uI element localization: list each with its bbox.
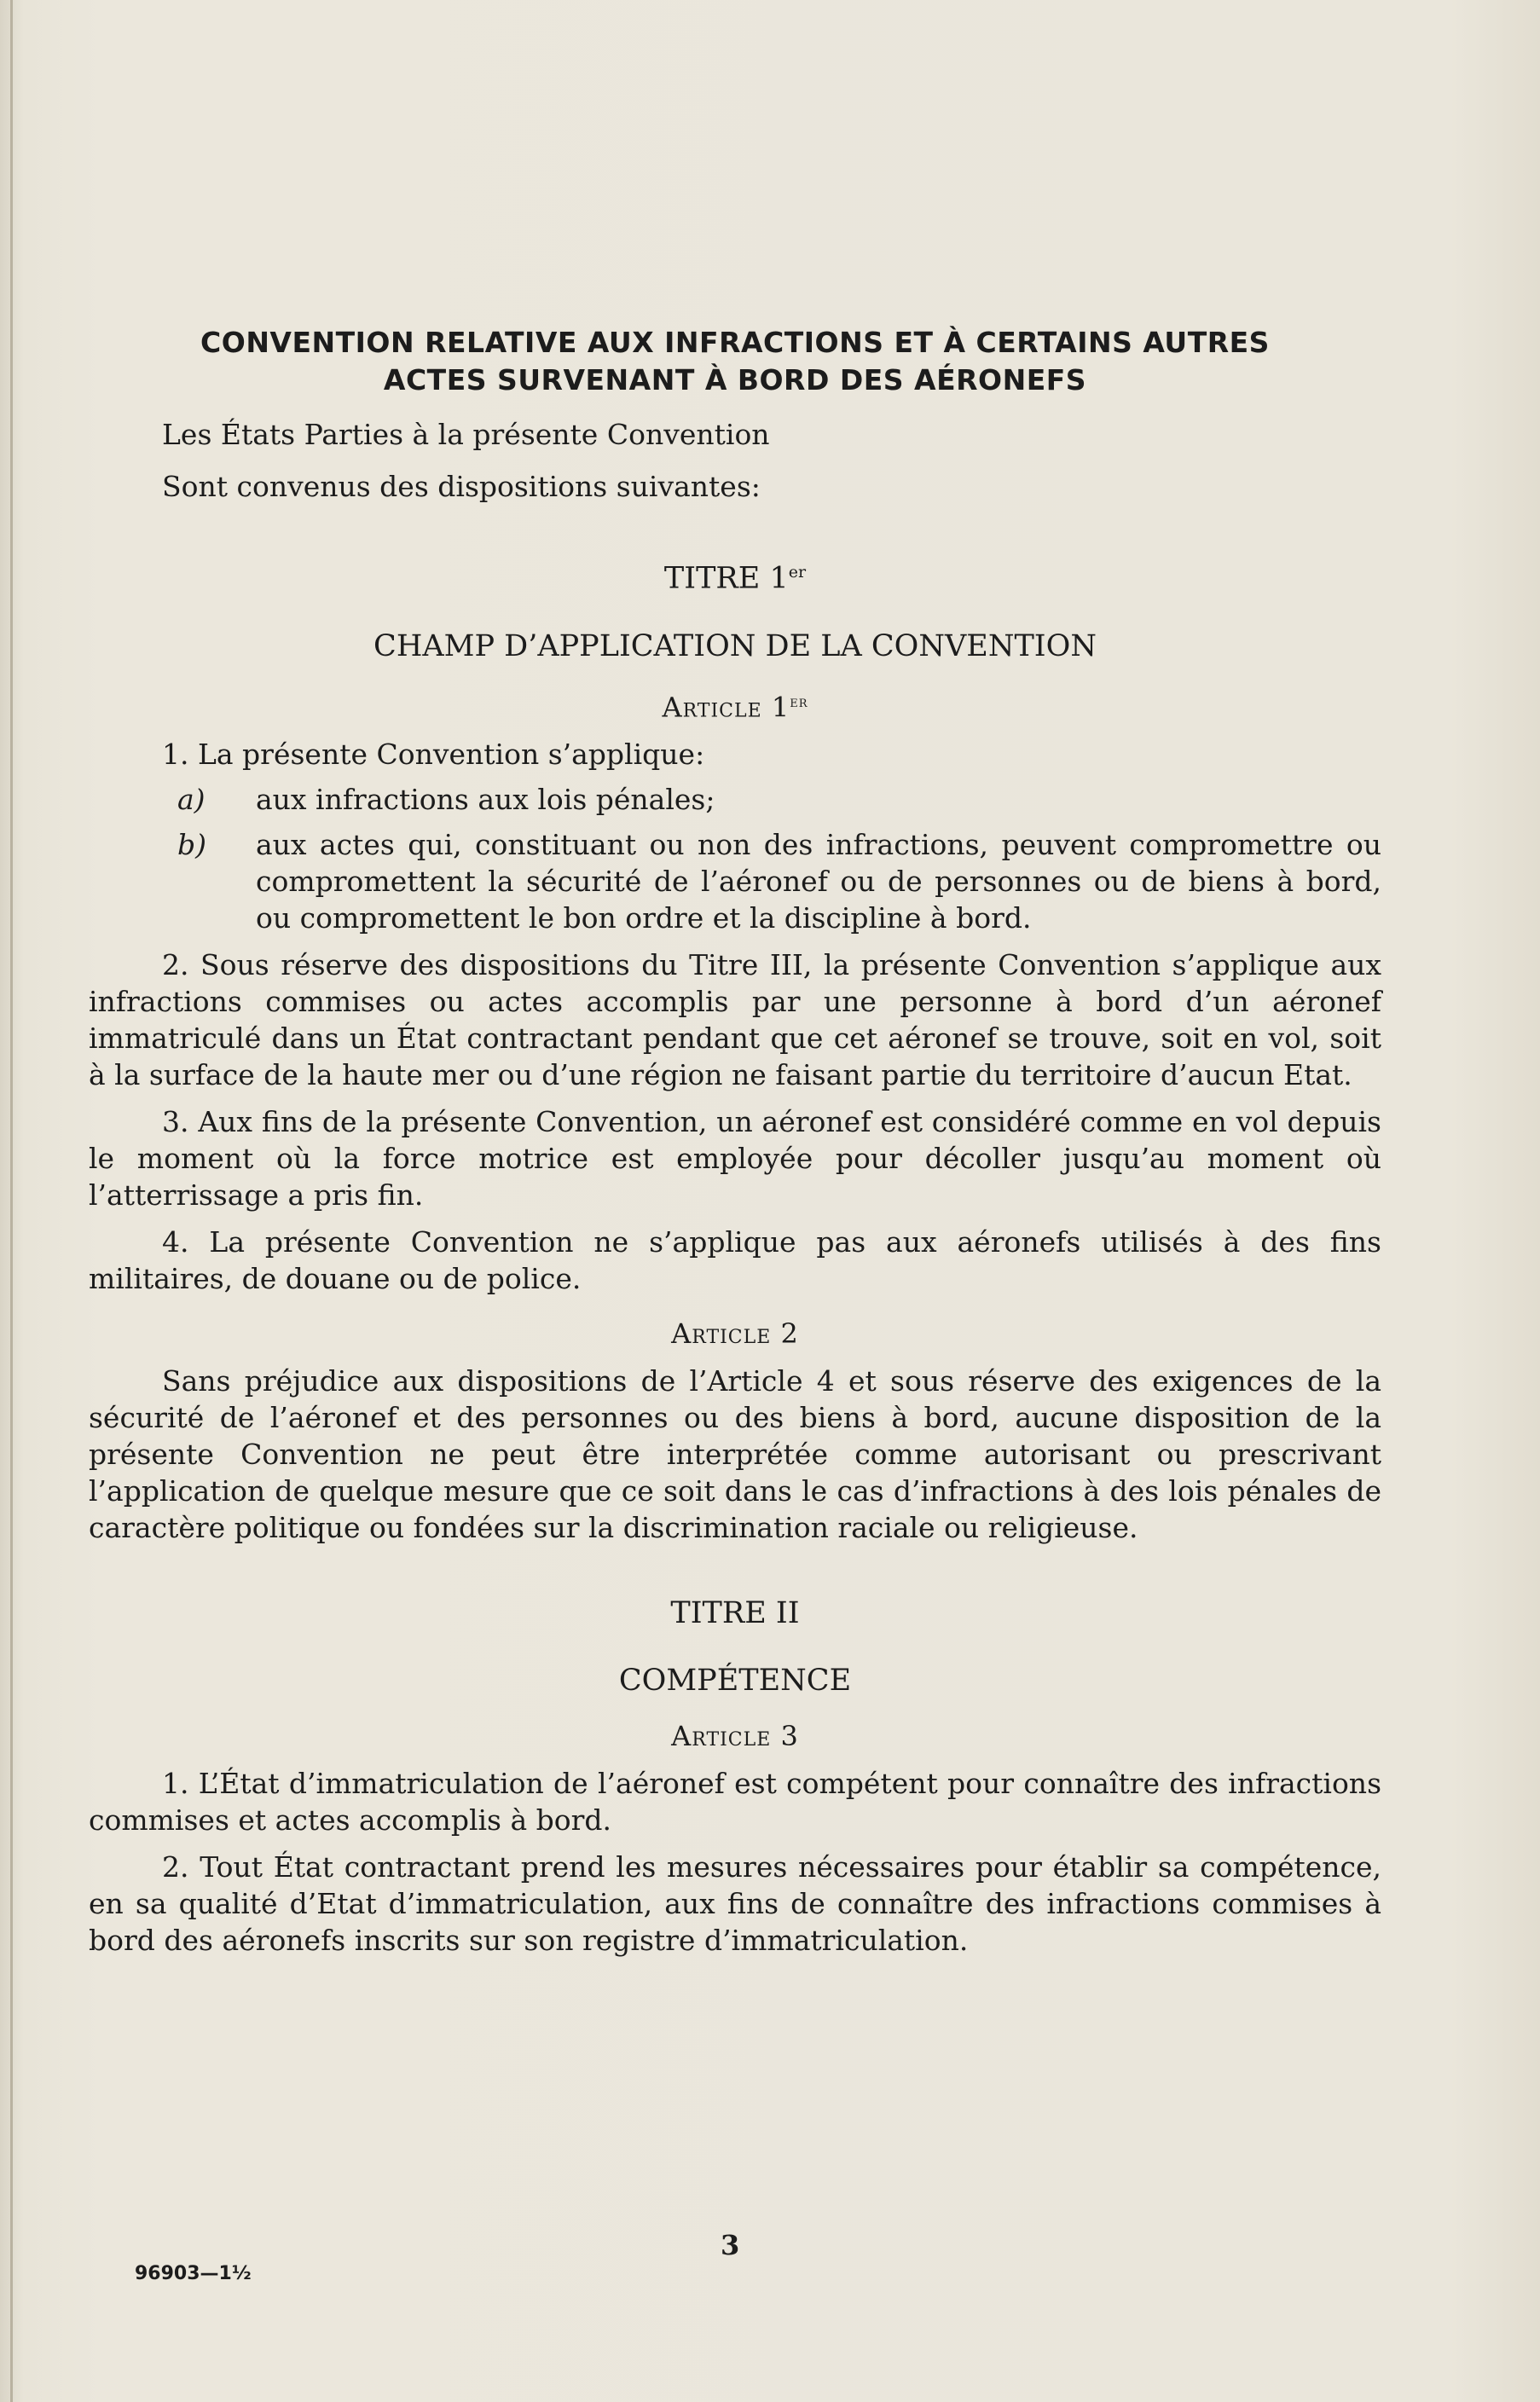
article-1-heading bbox=[89, 684, 1381, 726]
titre-1-label: TITRE 1 bbox=[663, 561, 789, 596]
item-a-text: aux infractions aux lois pénales; bbox=[256, 783, 715, 817]
titre-1-heading bbox=[89, 554, 1381, 598]
document-title bbox=[89, 324, 1381, 399]
page-spine-shadow bbox=[10, 0, 13, 2402]
article-3-paragraph-1: 1. L’État d’immatriculation de l’aéronef est compétent pour connaître des infractions commises et actes accomplis à bord. bbox=[89, 1767, 1381, 1838]
item-a-label: a) bbox=[177, 783, 206, 817]
article-3-paragraph-2: 2. Tout État contractant prend les mesures nécessaires pour établir sa compétence, en sa qualité d’Etat d’immatriculation, aux fins de connaître des infractions commises à bord des aéronefs inscrits sur son registre d’immatriculation. bbox=[89, 1850, 1381, 1958]
article-1-item-a bbox=[89, 781, 1381, 818]
article-1-superscript: er bbox=[790, 692, 808, 711]
article-1-paragraph-2: 2. Sous réserve des dispositions du Titre III, la présente Convention s’applique aux infractions commises ou actes accomplis par une personne à bord d’un aéronef immatriculé dans un État contractant pendant que cet aéronef se trouve, soit en vol, soit à la surface de la haute mer ou d’une région ne faisant partie du territoire d’aucun Etat. bbox=[89, 948, 1381, 1092]
article-2-heading: Article 2 bbox=[671, 1317, 799, 1351]
article-1-paragraph-3: 3. Aux fins de la présente Convention, un aéronef est considéré comme en vol depuis le moment où la force motrice est employée pour décoller jusqu’au moment où l’atterrissage a pris fin. bbox=[89, 1105, 1381, 1213]
title-line-2: ACTES SURVENANT À BORD DES AÉRONEFS bbox=[383, 363, 1087, 396]
preamble-line-2: Sont convenus des dispositions suivantes: bbox=[162, 470, 761, 503]
printer-code: 96903—1½ bbox=[135, 2263, 252, 2284]
item-b-text: aux actes qui, constituant ou non des infractions, peuvent compromettre ou compromettent la sécurité de l’aéronef ou de personnes ou de biens à bord, ou compromettent le bon ordre et la discipline à bord. bbox=[256, 828, 1381, 935]
titre-1-superscript: er bbox=[788, 563, 807, 582]
article-2-paragraph: Sans préjudice aux dispositions de l’Article 4 et sous réserve des exigences de la sécurité de l’aéronef et des personnes ou des biens à bord, aucune disposition de la présente Convention ne peut être interprétée comme autorisant ou prescrivant l’application de quelque mesure que ce soit dans le cas d’infractions à des lois pénales de caractère politique ou fondées sur la discrimination raciale ou religieuse. bbox=[89, 1364, 1381, 1545]
titre-2-heading: TITRE II bbox=[670, 1596, 800, 1631]
page-number: 3 bbox=[721, 2229, 740, 2261]
article-1-paragraph-1: 1. La présente Convention s’applique: bbox=[162, 738, 705, 772]
article-3-heading: Article 3 bbox=[671, 1720, 799, 1753]
chapter-2-heading: COMPÉTENCE bbox=[618, 1664, 852, 1699]
chapter-1-heading: CHAMP D’APPLICATION DE LA CONVENTION bbox=[373, 628, 1097, 663]
document-body bbox=[89, 324, 1381, 1959]
article-1-item-b bbox=[89, 826, 1381, 936]
item-b-label: b) bbox=[177, 828, 206, 862]
preamble-line-1: Les États Parties à la présente Convention bbox=[162, 418, 770, 451]
preamble bbox=[89, 416, 1381, 505]
article-1-label: Article 1 bbox=[662, 691, 790, 724]
article-1-paragraph-4: 4. La présente Convention ne s’applique pas aux aéronefs utilisés à des fins militaires, de douane ou de police. bbox=[89, 1225, 1381, 1296]
title-line-1: CONVENTION RELATIVE AUX INFRACTIONS ET À CERTAINS AUTRES bbox=[200, 326, 1270, 359]
